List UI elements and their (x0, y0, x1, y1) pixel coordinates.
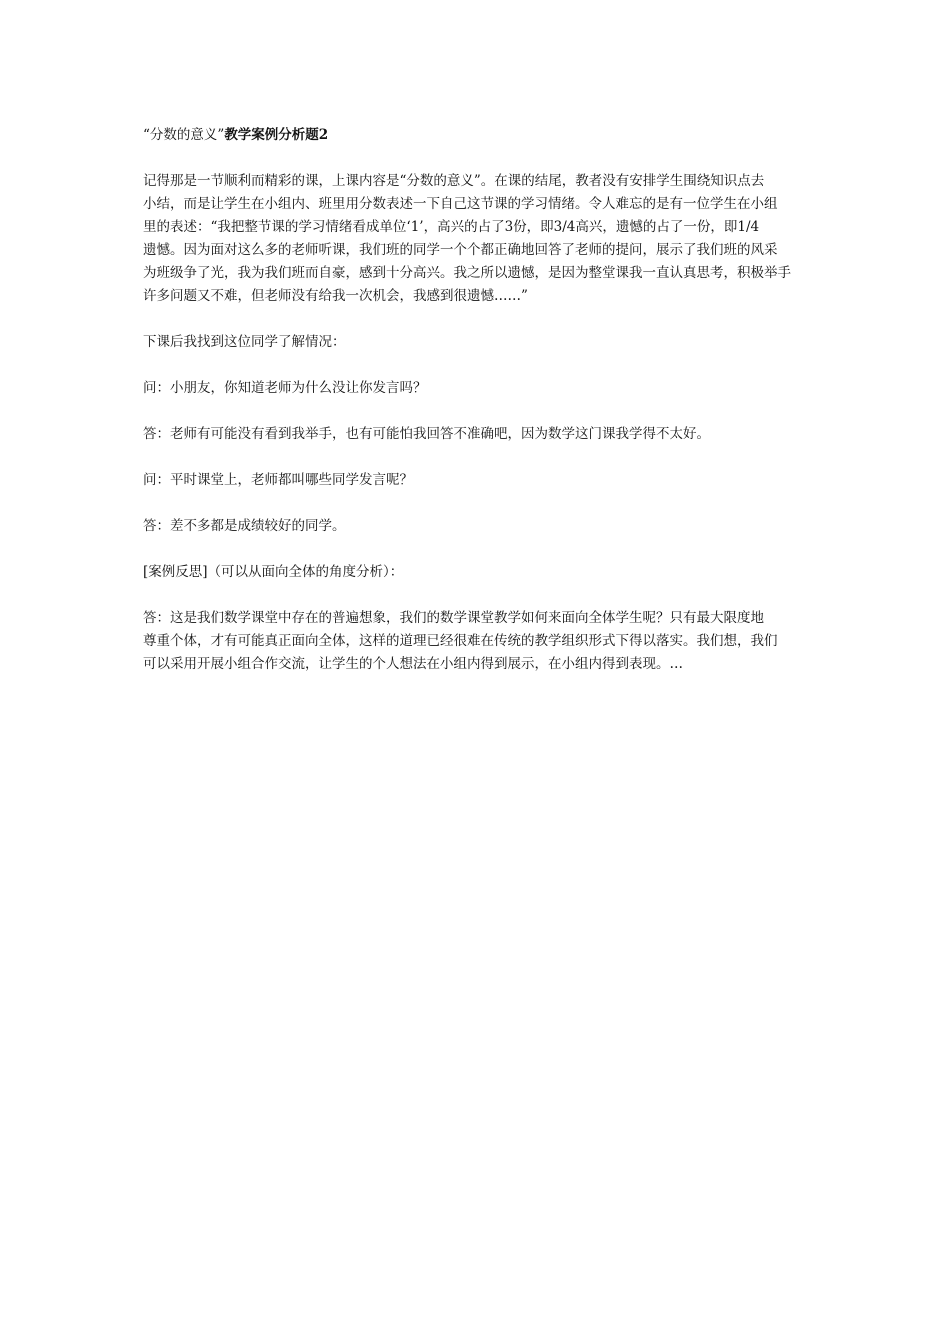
answer-1: 答：老师有可能没有看到我举手，也有可能怕我回答不准确吧，因为数学这门课我学得不太好。 (143, 426, 710, 442)
intro-line: 小结，而是让学生在小组内、班里用分数表述一下自己这节课的学习情绪。令人难忘的是有一位学生在小组 (143, 196, 778, 212)
document-body (143, 124, 813, 699)
answer-line: 可以采用开展小组合作交流，让学生的个人想法在小组内得到展示，在小组内得到表现。… (143, 656, 683, 672)
after-class-paragraph: 下课后我找到这位同学了解情况： (143, 334, 346, 350)
question-2: 问：平时课堂上，老师都叫哪些同学发言呢？ (143, 472, 413, 488)
answer-2: 答：差不多都是成绩较好的同学。 (143, 518, 346, 534)
document-title (143, 124, 813, 147)
answer-line: 答：这是我们数学课堂中存在的普遍想象，我们的数学课堂教学如何来面向全体学生呢？只有最大限度地 (143, 610, 764, 626)
intro-line: 许多问题又不难，但老师没有给我一次机会，我感到很遗憾……” (143, 288, 528, 304)
reflection-answer (143, 607, 813, 676)
reflection-heading: [案例反思]（可以从面向全体的角度分析）： (143, 564, 404, 580)
title-rest: 教学案例分析题2 (224, 127, 329, 143)
intro-paragraph (143, 170, 813, 308)
intro-line: 遗憾。因为面对这么多的老师听课，我们班的同学一个个都正确地回答了老师的提问，展示了我们班的风采 (143, 242, 778, 258)
title-quoted: “分数的意义” (143, 127, 225, 143)
intro-line: 里的表述：“我把整节课的学习情绪看成单位‘1’，高兴的占了3份，即3/4高兴，遗憾的占了一份，即1/4 (143, 219, 760, 235)
answer-line: 尊重个体，才有可能真正面向全体，这样的道理已经很难在传统的教学组织形式下得以落实。我们想，我们 (143, 633, 778, 649)
intro-line: 记得那是一节顺利而精彩的课，上课内容是“分数的意义”。在课的结尾，教者没有安排学生围绕知识点去 (143, 173, 765, 189)
question-1: 问：小朋友，你知道老师为什么没让你发言吗？ (143, 380, 427, 396)
intro-line: 为班级争了光，我为我们班而自豪，感到十分高兴。我之所以遗憾，是因为整堂课我一直认真思考，积极举手 (143, 265, 791, 281)
